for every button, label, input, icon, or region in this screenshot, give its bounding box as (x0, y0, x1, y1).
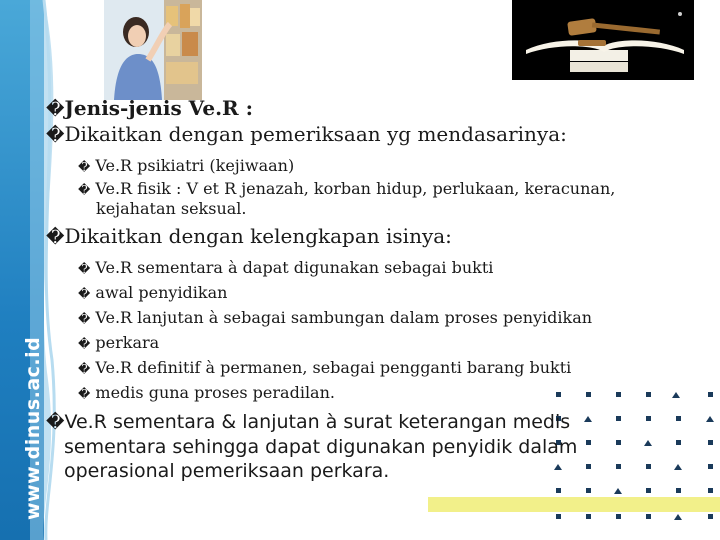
list-item-text: perkara (95, 333, 160, 352)
bullet-icon: � (78, 262, 91, 276)
woman-at-file-shelf-photo (104, 0, 202, 100)
heading (46, 96, 696, 122)
section-3-line-3: operasional pemeriksaan perkara. (64, 460, 390, 482)
list-item (46, 256, 696, 281)
list-item (46, 179, 696, 200)
bullet-icon: � (78, 160, 91, 174)
accent-bar (428, 497, 720, 512)
list-item-text: Ve.R fisik : V et R jenazah, korban hidup, perlukaan, keracunan, (95, 179, 616, 198)
list-item-text: Ve.R sementara à dapat digunakan sebagai bukti (95, 258, 494, 277)
bullet-icon: � (78, 183, 91, 197)
section-2-title (46, 224, 696, 250)
list-item (46, 356, 696, 381)
list-item (46, 331, 696, 356)
heading-text: Jenis-jenis Ve.R : (64, 96, 254, 120)
list-item (46, 281, 696, 306)
section-3-line-1: Ve.R sementara & lanjutan à surat keterangan medis (64, 411, 571, 433)
section-1-title (46, 122, 696, 148)
list-item-text: medis guna proses peradilan. (95, 383, 335, 402)
section-1-title-text: Dikaitkan dengan pemeriksaan yg mendasarinya: (64, 122, 567, 146)
list-item-text: awal penyidikan (95, 283, 228, 302)
list-item-continuation: kejahatan seksual. (96, 199, 247, 218)
list-item (46, 154, 696, 179)
list-item (46, 381, 696, 406)
section-3-line-2: sementara sehingga dapat digunakan penyidik dalam (64, 436, 578, 458)
bullet-icon: � (46, 99, 65, 120)
bullet-icon: � (78, 337, 91, 351)
list-item (46, 306, 696, 331)
bullet-icon: � (78, 312, 91, 326)
list-item-text: Ve.R definitif à permanen, sebagai pengganti barang bukti (95, 358, 572, 377)
bullet-icon: � (78, 287, 91, 301)
gavel-on-books-photo (512, 0, 694, 80)
bullet-icon: � (78, 362, 91, 376)
section-2-title-text: Dikaitkan dengan kelengkapan isinya: (64, 224, 452, 248)
bullet-icon: � (46, 125, 65, 146)
list-item-text: Ve.R lanjutan à sebagai sambungan dalam proses penyidikan (95, 308, 593, 327)
section-3 (46, 410, 696, 435)
bullet-icon: � (46, 412, 65, 433)
website-url: www.dinus.ac.id (22, 336, 44, 520)
list-item-text: Ve.R psikiatri (kejiwaan) (95, 156, 295, 175)
slide-content (46, 96, 696, 483)
bullet-icon: � (46, 227, 65, 248)
bullet-icon: � (78, 387, 91, 401)
